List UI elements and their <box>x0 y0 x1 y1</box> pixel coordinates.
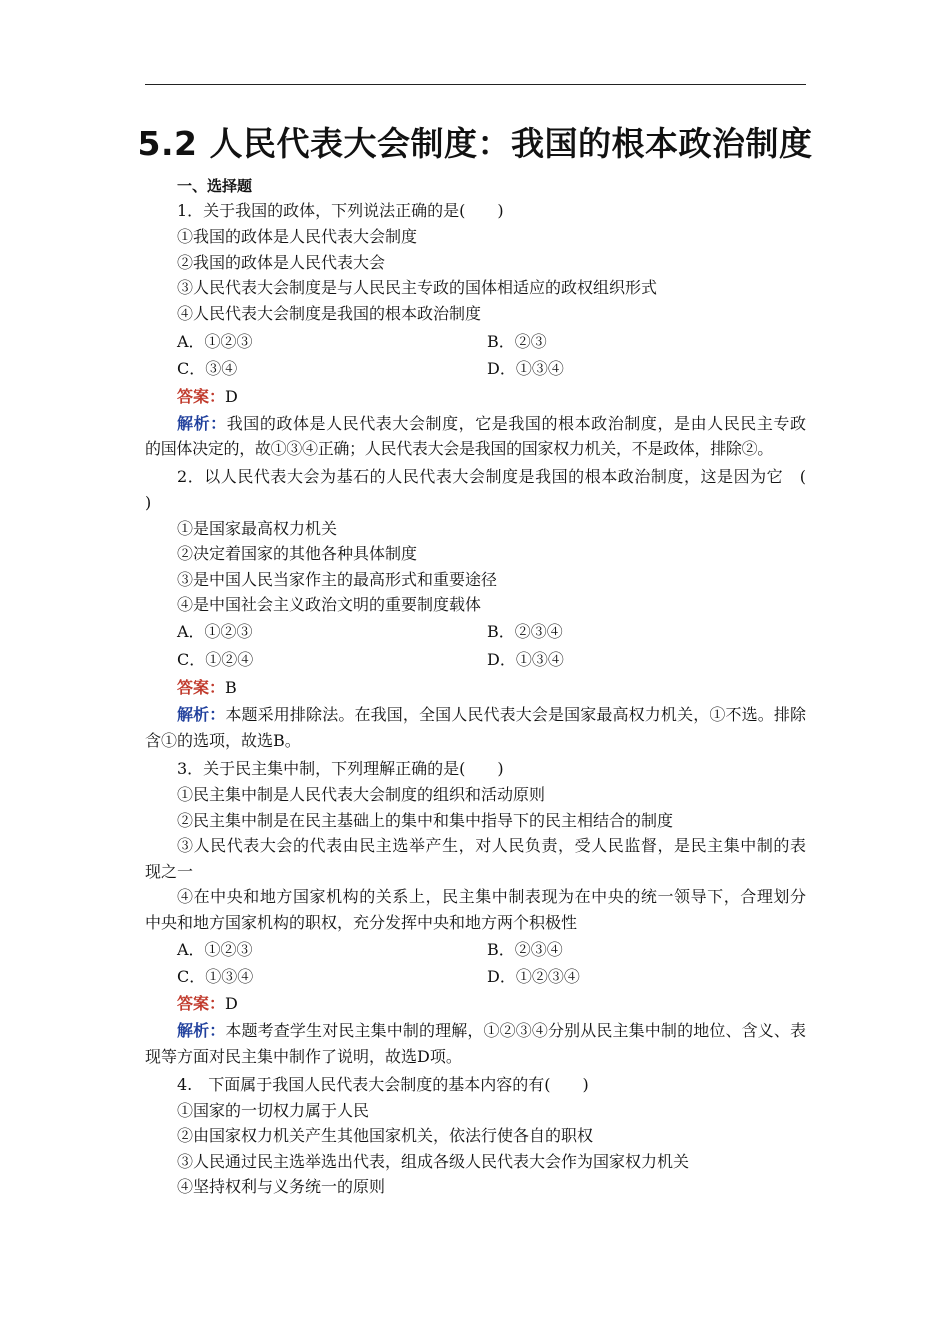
q3-option-a: A．①②③ <box>177 940 253 959</box>
q3-item-2: ②民主集中制是在民主基础上的集中和集中指导下的民主相结合的制度 <box>177 811 674 830</box>
section-heading: 一、选择题 <box>177 177 253 195</box>
q1-option-b: B．②③ <box>487 332 547 351</box>
q2-option-c: C．①②④ <box>177 650 254 669</box>
q2-stem: 2．以人民代表大会为基石的人民代表大会制度是我国的根本政治制度，这是因为它 ( <box>177 467 806 486</box>
q1-option-c: C．③④ <box>177 359 238 378</box>
q1-item-4: ④人民代表大会制度是我国的根本政治制度 <box>177 304 482 323</box>
q4-item-1: ①国家的一切权力属于人民 <box>177 1101 370 1120</box>
q1-answer <box>177 386 806 408</box>
q2-item-2: ②决定着国家的其他各种具体制度 <box>177 544 418 563</box>
answer-label: 答案： <box>177 678 226 697</box>
q1-explanation-line1 <box>177 413 806 435</box>
q1-option-d: D．①③④ <box>487 359 564 378</box>
q1-answer-value: D <box>225 387 238 406</box>
answer-label: 答案： <box>177 994 226 1013</box>
q4-item-4: ④坚持权利与义务统一的原则 <box>177 1177 386 1196</box>
explain-label: 解析： <box>177 1021 226 1040</box>
q3-item-1: ①民主集中制是人民代表大会制度的组织和活动原则 <box>177 785 546 804</box>
q3-item-3-cont: 现之一 <box>145 862 194 881</box>
q2-explanation-text: 本题采用排除法。在我国，全国人民代表大会是国家最高权力机关，①不选。排除 <box>225 705 806 724</box>
q3-explanation-text: 本题考查学生对民主集中制的理解，①②③④分别从民主集中制的地位、含义、表 <box>225 1021 806 1040</box>
q1-item-3: ③人民代表大会制度是与人民民主专政的国体相适应的政权组织形式 <box>177 278 658 297</box>
q2-item-1: ①是国家最高权力机关 <box>177 519 338 538</box>
answer-label: 答案： <box>177 387 226 406</box>
q3-option-d: D．①②③④ <box>487 967 580 986</box>
q1-explanation-line2: 的国体决定的，故①③④正确；人民代表大会是我国的国家权力机关，不是政体，排除②。 <box>145 439 774 458</box>
q2-answer <box>177 677 806 699</box>
q3-item-3: ③人民代表大会的代表由民主选举产生，对人民负责，受人民监督，是民主集中制的表 <box>177 836 806 855</box>
header-rule <box>145 84 806 85</box>
q2-stem-cont: ) <box>145 493 152 512</box>
q3-answer <box>177 993 806 1015</box>
q4-stem: 4. 下面属于我国人民代表大会制度的基本内容的有( ) <box>177 1075 589 1094</box>
q3-item-4: ④在中央和地方国家机构的关系上，民主集中制表现为在中央的统一领导下，合理划分 <box>177 887 806 906</box>
q3-option-b: B．②③④ <box>487 940 563 959</box>
q3-item-4-cont: 中央和地方国家机构的职权，充分发挥中央和地方两个积极性 <box>145 913 578 932</box>
explain-label: 解析： <box>177 414 227 433</box>
q1-option-a: A．①②③ <box>177 332 253 351</box>
q3-explanation-line2: 现等方面对民主集中制作了说明，故选D项。 <box>145 1047 462 1066</box>
q3-answer-value: D <box>225 994 238 1013</box>
q2-item-4: ④是中国社会主义政治文明的重要制度载体 <box>177 595 482 614</box>
q3-option-c: C．①③④ <box>177 967 254 986</box>
q2-item-3: ③是中国人民当家作主的最高形式和重要途径 <box>177 570 498 589</box>
q2-explanation-line1 <box>177 704 806 726</box>
q1-explanation-text: 我国的政体是人民代表大会制度，它是我国的根本政治制度，是由人民民主专政 <box>226 414 806 433</box>
q2-explanation-line2: 含①的选项，故选B。 <box>145 731 301 750</box>
q4-item-3: ③人民通过民主选举选出代表，组成各级人民代表大会作为国家权力机关 <box>177 1152 690 1171</box>
q2-answer-value: B <box>225 678 237 697</box>
q1-item-2: ②我国的政体是人民代表大会 <box>177 253 386 272</box>
q1-item-1: ①我国的政体是人民代表大会制度 <box>177 227 418 246</box>
q2-option-a: A．①②③ <box>177 622 253 641</box>
page-title: 5.2 人民代表大会制度：我国的根本政治制度 <box>137 124 813 163</box>
q4-item-2: ②由国家权力机关产生其他国家机关，依法行使各自的职权 <box>177 1126 594 1145</box>
explain-label: 解析： <box>177 705 226 724</box>
q1-stem: 1．关于我国的政体，下列说法正确的是( ) <box>177 201 504 220</box>
q2-option-d: D．①③④ <box>487 650 564 669</box>
q3-stem: 3．关于民主集中制，下列理解正确的是( ) <box>177 759 504 778</box>
q3-explanation-line1 <box>177 1020 806 1042</box>
q2-option-b: B．②③④ <box>487 622 563 641</box>
